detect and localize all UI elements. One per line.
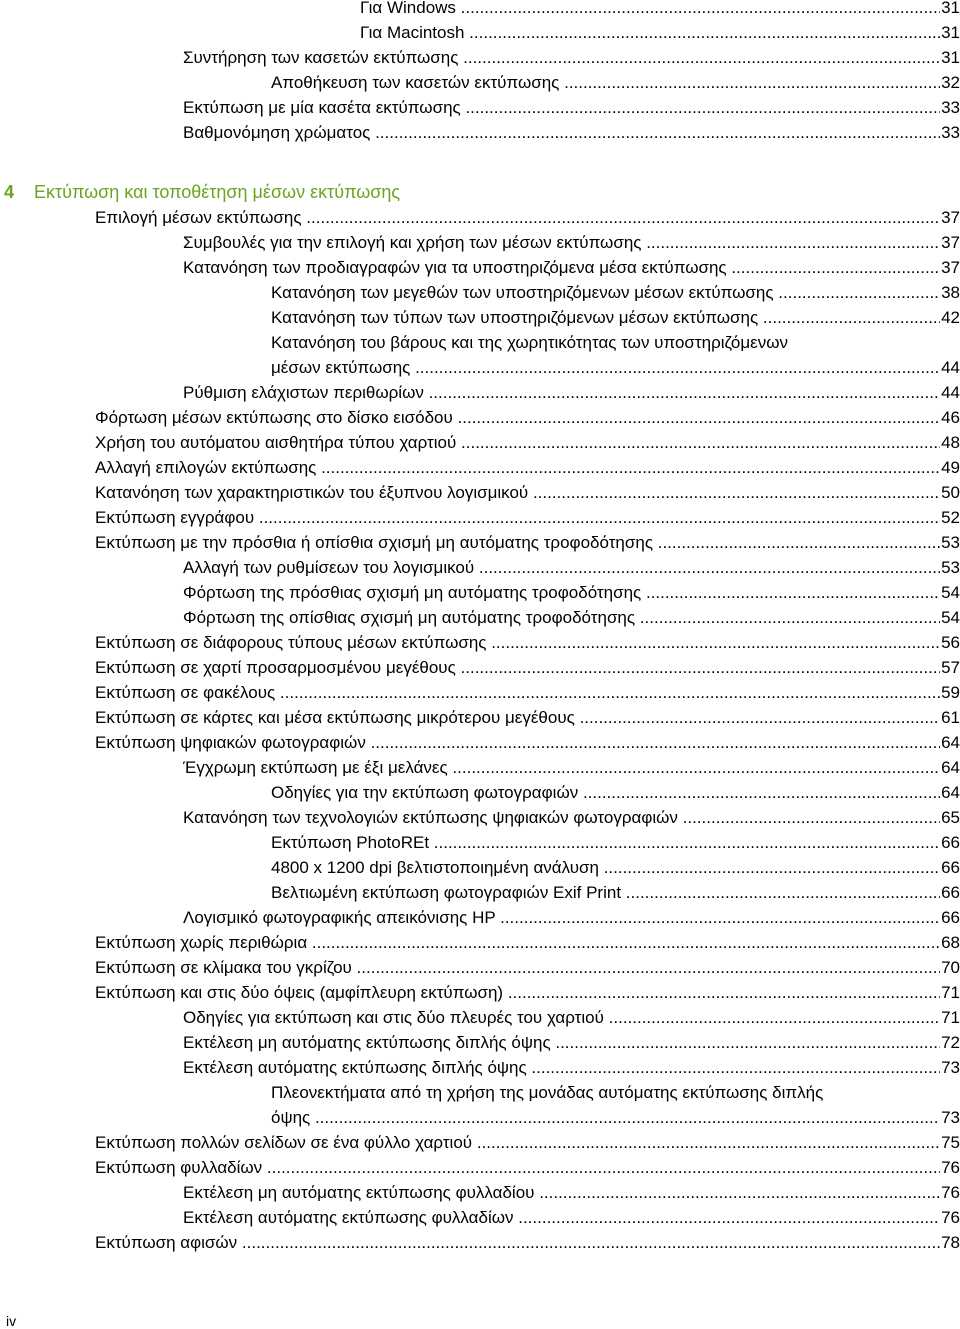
toc-entry-page: 54 bbox=[941, 608, 960, 627]
toc-entry-title: Εκτύπωση σε κλίμακα του γκρίζου ..... bbox=[95, 958, 960, 977]
toc-entry-page: 76 bbox=[941, 1183, 960, 1202]
toc-entry-page: 57 bbox=[941, 658, 960, 677]
toc-entry-page: 73 bbox=[941, 1058, 960, 1077]
toc-entry-title: Αποθήκευση των κασετών εκτύπωσης ..... bbox=[271, 73, 960, 92]
toc-entry-title: Αλλαγή των ρυθμίσεων του λογισμικού ..... bbox=[183, 558, 960, 577]
toc-entry-page: 38 bbox=[941, 283, 960, 302]
toc-entry-page: 75 bbox=[941, 1133, 960, 1152]
toc-entry-title: Εκτύπωση με μία κασέτα εκτύπωσης ..... bbox=[183, 98, 960, 117]
toc-entry-page: 78 bbox=[941, 1233, 960, 1252]
toc-entry-page: 52 bbox=[941, 508, 960, 527]
toc-entry[interactable] bbox=[95, 207, 960, 229]
toc-entry-title: Χρήση του αυτόματου αισθητήρα τύπου χαρτιού ..... bbox=[95, 433, 960, 452]
toc-entry[interactable] bbox=[183, 607, 960, 629]
toc-entry-title: Συμβουλές για την επιλογή και χρήση των μέσων εκτύπωσης ..... bbox=[183, 233, 960, 252]
toc-entry-page: 37 bbox=[941, 233, 960, 252]
toc-entry-title: Εκτέλεση μη αυτόματης εκτύπωσης διπλής όψης ..... bbox=[183, 1033, 960, 1052]
toc-entry-title: όψης ..... bbox=[271, 1108, 960, 1127]
toc-entry-page: 66 bbox=[941, 858, 960, 877]
toc-entry-title: Συντήρηση των κασετών εκτύπωσης ..... bbox=[183, 48, 960, 67]
toc-entry-title: Ρύθμιση ελάχιστων περιθωρίων ..... bbox=[183, 383, 960, 402]
toc-entry-page: 31 bbox=[941, 48, 960, 67]
toc-entry[interactable] bbox=[271, 1107, 960, 1129]
toc-entry[interactable] bbox=[95, 932, 960, 954]
toc-entry-title: Εκτύπωση εγγράφου ..... bbox=[95, 508, 960, 527]
toc-entry[interactable] bbox=[95, 1132, 960, 1154]
toc-entry-title: Λογισμικό φωτογραφικής απεικόνισης HP ..... bbox=[183, 908, 960, 927]
toc-entry[interactable] bbox=[271, 782, 960, 804]
toc-entry-title: Εκτύπωση χωρίς περιθώρια ..... bbox=[95, 933, 960, 952]
toc-entry-title: Κατανόηση του βάρους και της χωρητικότητας των υποστηριζόμενων bbox=[271, 333, 788, 352]
toc-entry-line[interactable] bbox=[271, 1082, 960, 1104]
toc-entry-line[interactable] bbox=[271, 332, 960, 354]
toc-entry[interactable] bbox=[183, 47, 960, 69]
chapter-heading[interactable] bbox=[0, 180, 400, 204]
toc-entry-page: 70 bbox=[941, 958, 960, 977]
toc-entry[interactable] bbox=[271, 832, 960, 854]
toc-entry-title: Εκτύπωση σε χαρτί προσαρμοσμένου μεγέθους ..... bbox=[95, 658, 960, 677]
toc-entry-title: Εκτύπωση πολλών σελίδων σε ένα φύλλο χαρτιού ..... bbox=[95, 1133, 960, 1152]
chapter-title: Εκτύπωση και τοποθέτηση μέσων εκτύπωσης bbox=[34, 182, 401, 202]
toc-entry-page: 66 bbox=[941, 833, 960, 852]
toc-entry-title: μέσων εκτύπωσης ..... bbox=[271, 358, 960, 377]
toc-entry[interactable] bbox=[183, 1207, 960, 1229]
toc-entry-page: 46 bbox=[941, 408, 960, 427]
toc-entry[interactable] bbox=[271, 357, 960, 379]
toc-entry-title: Εκτύπωση σε διάφορους τύπους μέσων εκτύπωσης ..... bbox=[95, 633, 960, 652]
toc-entry-page: 65 bbox=[941, 808, 960, 827]
toc-entry-page: 37 bbox=[941, 208, 960, 227]
toc-entry-page: 32 bbox=[941, 73, 960, 92]
toc-entry-page: 49 bbox=[941, 458, 960, 477]
toc-entry[interactable] bbox=[271, 72, 960, 94]
toc-entry-title: Κατανόηση των προδιαγραφών για τα υποστηριζόμενα μέσα εκτύπωσης ..... bbox=[183, 258, 960, 277]
toc-entry-title: Επιλογή μέσων εκτύπωσης ..... bbox=[95, 208, 960, 227]
toc-entry[interactable] bbox=[95, 532, 960, 554]
toc-entry-page: 71 bbox=[941, 983, 960, 1002]
toc-entry-title: Κατανόηση των τεχνολογιών εκτύπωσης ψηφιακών φωτογραφιών ..... bbox=[183, 808, 960, 827]
toc-entry[interactable] bbox=[183, 1032, 960, 1054]
toc-entry-title: Έγχρωμη εκτύπωση με έξι μελάνες ..... bbox=[183, 758, 960, 777]
toc-entry[interactable] bbox=[183, 757, 960, 779]
toc-entry-page: 64 bbox=[941, 733, 960, 752]
toc-entry-title: Για Windows ..... bbox=[360, 0, 960, 17]
toc-entry[interactable] bbox=[183, 97, 960, 119]
toc-entry-page: 61 bbox=[941, 708, 960, 727]
toc-entry[interactable] bbox=[271, 282, 960, 304]
toc-entry[interactable] bbox=[360, 0, 960, 19]
toc-entry-page: 44 bbox=[941, 358, 960, 377]
toc-entry[interactable] bbox=[95, 732, 960, 754]
toc-entry-title: Εκτέλεση μη αυτόματης εκτύπωσης φυλλαδίου ..... bbox=[183, 1183, 960, 1202]
toc-entry-page: 37 bbox=[941, 258, 960, 277]
toc-entry[interactable] bbox=[95, 1157, 960, 1179]
chapter-number: 4 bbox=[4, 182, 15, 202]
toc-entry-page: 31 bbox=[941, 23, 960, 42]
toc-entry-page: 31 bbox=[940, 0, 960, 19]
toc-entry-title: Οδηγίες για την εκτύπωση φωτογραφιών ..... bbox=[271, 783, 960, 802]
toc-entry-page: 64 bbox=[941, 783, 960, 802]
toc-entry-title: Εκτύπωση ψηφιακών φωτογραφιών ..... bbox=[95, 733, 960, 752]
toc-entry-page: 66 bbox=[941, 908, 960, 927]
toc-entry-page: 53 bbox=[941, 558, 960, 577]
toc-entry-title: Εκτύπωση PhotoREt ..... bbox=[271, 833, 960, 852]
toc-entry-page: 42 bbox=[941, 308, 960, 327]
toc-entry-page: 54 bbox=[941, 583, 960, 602]
toc-entry-title: Πλεονεκτήματα από τη χρήση της μονάδας αυτόματης εκτύπωσης διπλής bbox=[271, 1083, 824, 1102]
toc-entry-page: 64 bbox=[941, 758, 960, 777]
toc-entry-title: Εκτύπωση και στις δύο όψεις (αμφίπλευρη εκτύπωση) ..... bbox=[95, 983, 960, 1002]
toc-entry-page: 76 bbox=[941, 1208, 960, 1227]
toc-entry-title: Κατανόηση των χαρακτηριστικών του έξυπνου λογισμικού ..... bbox=[95, 483, 960, 502]
toc-entry[interactable] bbox=[95, 707, 960, 729]
toc-entry-title: Για Macintosh ..... bbox=[360, 23, 960, 42]
toc-entry[interactable] bbox=[271, 882, 960, 904]
toc-entry[interactable] bbox=[95, 682, 960, 704]
toc-entry-title: Φόρτωση της πρόσθιας σχισμή μη αυτόματης τροφοδότησης ..... bbox=[183, 583, 960, 602]
toc-entry-page: 33 bbox=[941, 123, 960, 142]
toc-entry-page: 76 bbox=[941, 1158, 960, 1177]
toc-entry[interactable] bbox=[360, 22, 960, 44]
toc-entry-title: Κατανόηση των μεγεθών των υποστηριζόμενων μέσων εκτύπωσης ..... bbox=[271, 283, 960, 302]
toc-entry[interactable] bbox=[183, 1182, 960, 1204]
toc-entry[interactable] bbox=[95, 957, 960, 979]
toc-entry-title: 4800 x 1200 dpi βελτιστοποιημένη ανάλυση ..... bbox=[271, 858, 960, 877]
toc-entry-page: 68 bbox=[941, 933, 960, 952]
toc-entry-page: 59 bbox=[941, 683, 960, 702]
toc-entry-title: Εκτύπωση φυλλαδίων ..... bbox=[95, 1158, 960, 1177]
toc-entry[interactable] bbox=[271, 857, 960, 879]
toc-entry-title: Εκτέλεση αυτόματης εκτύπωσης φυλλαδίων ..... bbox=[183, 1208, 960, 1227]
toc-entry-title: Βελτιωμένη εκτύπωση φωτογραφιών Exif Print ..... bbox=[271, 883, 960, 902]
toc-entry-page: 48 bbox=[941, 433, 960, 452]
toc-entry[interactable] bbox=[95, 457, 960, 479]
toc-entry-title: Φόρτωση της οπίσθιας σχισμή μη αυτόματης τροφοδότησης ..... bbox=[183, 608, 960, 627]
toc-entry[interactable] bbox=[183, 257, 960, 279]
toc-entry-title: Φόρτωση μέσων εκτύπωσης στο δίσκο εισόδου ..... bbox=[95, 408, 960, 427]
toc-entry-title: Εκτύπωση σε φακέλους ..... bbox=[95, 683, 960, 702]
toc-entry-page: 44 bbox=[941, 383, 960, 402]
toc-entry[interactable] bbox=[271, 307, 960, 329]
toc-entry[interactable] bbox=[95, 1232, 960, 1254]
toc-entry[interactable] bbox=[183, 582, 960, 604]
toc-entry[interactable] bbox=[183, 807, 960, 829]
toc-entry[interactable] bbox=[95, 407, 960, 429]
toc-entry[interactable] bbox=[183, 232, 960, 254]
toc-entry-title: Αλλαγή επιλογών εκτύπωσης ..... bbox=[95, 458, 960, 477]
toc-entry[interactable] bbox=[183, 1057, 960, 1079]
page-number-footer: iv bbox=[6, 1313, 17, 1329]
toc-entry-page: 71 bbox=[941, 1008, 960, 1027]
toc-entry-page: 33 bbox=[941, 98, 960, 117]
toc-entry-title: Εκτύπωση σε κάρτες και μέσα εκτύπωσης μικρότερου μεγέθους ..... bbox=[95, 708, 960, 727]
toc-entry-title: Εκτύπωση αφισών ..... bbox=[95, 1233, 960, 1252]
toc-entry[interactable] bbox=[95, 982, 960, 1004]
toc-entry-title: Οδηγίες για εκτύπωση και στις δύο πλευρές του χαρτιού ..... bbox=[183, 1008, 960, 1027]
toc-entry[interactable] bbox=[95, 632, 960, 654]
toc-entry-page: 73 bbox=[941, 1108, 960, 1127]
toc-entry[interactable] bbox=[183, 907, 960, 929]
toc-entry-title: Κατανόηση των τύπων των υποστηριζόμενων μέσων εκτύπωσης ..... bbox=[271, 308, 960, 327]
toc-entry-title: Βαθμονόμηση χρώματος ..... bbox=[183, 123, 960, 142]
toc-entry[interactable] bbox=[95, 657, 960, 679]
toc-entry[interactable] bbox=[183, 557, 960, 579]
toc-entry-page: 50 bbox=[941, 483, 960, 502]
toc-entry-page: 53 bbox=[941, 533, 960, 552]
toc-entry[interactable] bbox=[183, 382, 960, 404]
toc-entry[interactable] bbox=[95, 432, 960, 454]
toc-entry-title: Εκτύπωση με την πρόσθια ή οπίσθια σχισμή μη αυτόματης τροφοδότησης ..... bbox=[95, 533, 960, 552]
toc-entry[interactable] bbox=[95, 482, 960, 504]
toc-entry-page: 72 bbox=[941, 1033, 960, 1052]
toc-entry[interactable] bbox=[95, 507, 960, 529]
toc-entry[interactable] bbox=[183, 1007, 960, 1029]
toc-entry-page: 66 bbox=[941, 883, 960, 902]
toc-entry-title: Εκτέλεση αυτόματης εκτύπωσης διπλής όψης ..... bbox=[183, 1058, 960, 1077]
toc-entry[interactable] bbox=[183, 122, 960, 144]
toc-entry-page: 56 bbox=[941, 633, 960, 652]
